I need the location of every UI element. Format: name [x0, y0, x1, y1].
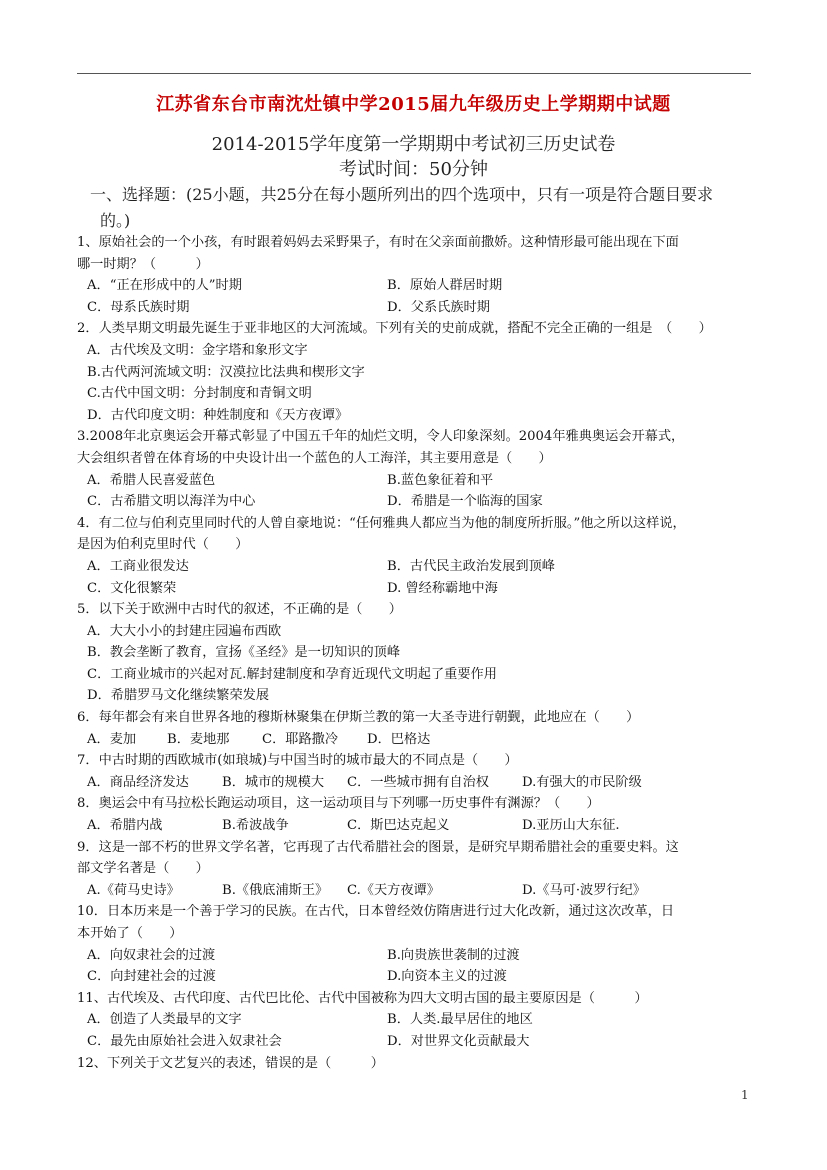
question-11-option: B．人类.最早居住的地区: [387, 1012, 533, 1028]
question-5-option: D．希腊罗马文化继续繁荣发展: [87, 688, 270, 704]
question-1-option: A．“正在形成中的人”时期: [87, 278, 242, 294]
question-4-option: C．文化很繁荣: [87, 580, 177, 596]
question-3-text: 大会组织者曾在体育场的中央设计出一个蓝色的人工海洋，其主要用意是（ ）: [77, 450, 552, 466]
exam-subtitle: 2014-2015学年度第一学期期中考试初三历史试卷: [211, 134, 616, 155]
question-7-option: C．一些城市拥有自治权: [347, 774, 489, 790]
exam-time: 考试时间：50分钟: [339, 159, 488, 180]
question-10-option: A．向奴隶社会的过渡: [87, 947, 216, 963]
question-5-option: C．工商业城市的兴起对瓦.解封建制度和孕育近现代文明起了重要作用: [87, 666, 497, 682]
question-1-option: D．父系氏族时期: [387, 299, 490, 315]
question-3-options-row: [77, 491, 757, 513]
question-8-option: D.亚历山大东征.: [522, 818, 620, 834]
question-5-option: A．大大小小的封建庄园遍布西欧: [87, 623, 282, 639]
question-8-option: A．希腊内战: [87, 818, 163, 834]
question-10-option: D.向资本主义的过渡: [387, 969, 507, 985]
question-9-options-row: [77, 880, 757, 902]
question-4-option: B．古代民主政治发展到顶峰: [387, 558, 555, 574]
section-heading: [90, 182, 770, 234]
question-2-option: A．古代埃及文明：金字塔和象形文字: [87, 342, 308, 358]
question-7-option: D.有强大的市民阶级: [522, 774, 642, 790]
question-4-option: D. 曾经称霸地中海: [387, 580, 498, 596]
question-3-option: D．希腊是一个临海的国家: [387, 494, 543, 510]
question-2-option: D．古代印度文明：种姓制度和《天方夜谭》: [87, 407, 349, 423]
question-3-option: C．古希腊文明以海洋为中心: [87, 494, 256, 510]
question-12-text: 12、下列关于文艺复兴的表述，错误的是（ ）: [77, 1055, 384, 1071]
question-2-options-row: [77, 405, 757, 427]
question-5-options-row: [77, 664, 757, 686]
question-1-option: B．原始人群居时期: [387, 278, 503, 294]
question-10-text: 本开始了（ ）: [77, 926, 183, 941]
question-8-option: B.希波战争: [222, 818, 289, 834]
question-7-text: 7．中古时期的西欧城市(如琅城)与中国当时的城市最大的不同点是（ ）: [77, 753, 518, 769]
question-6-options-row: [77, 729, 757, 751]
question-7-options-row: [77, 772, 757, 794]
question-9-text: 9．这是一部不朽的世界文学名著，它再现了古代希腊社会的图景，是研究早期希腊社会的重要史料。这: [77, 839, 679, 855]
question-6-option: A．麦加: [87, 731, 137, 747]
question-list: [77, 232, 757, 1074]
page-number: 1: [741, 1088, 749, 1102]
question-4-options-row: [77, 578, 757, 600]
question-10-option: C．向封建社会的过渡: [87, 969, 216, 985]
question-10-options-row: [77, 945, 757, 967]
question-11-options-row: [77, 1031, 757, 1053]
header-rule: [77, 73, 751, 74]
question-2-options-row: [77, 383, 757, 405]
question-6-option: D．巴格达: [367, 731, 431, 747]
question-10-text: 10．日本历来是一个善于学习的民族。在古代，日本曾经效仿隋唐进行过大化改新，通过这次改革，日: [77, 904, 675, 920]
question-11-option: D．对世界文化贡献最大: [387, 1033, 530, 1049]
question-8-text: 8．奥运会中有马拉松长跑运动项目，这一运动项目与下列哪一历史事件有渊源？（ ）: [77, 796, 600, 812]
question-11-option: C．最先由原始社会进入奴隶社会: [87, 1033, 282, 1049]
question-6-text: 6．每年都会有来自世界各地的穆斯林聚集在伊斯兰教的第一大圣寺进行朝觐，此地应在（ ）: [77, 710, 640, 726]
question-11-text: 11、古代埃及、古代印度、古代巴比伦、古代中国被称为四大文明古国的最主要原因是（ ）: [77, 990, 648, 1006]
question-8-options-row: [77, 815, 757, 837]
question-5-options-row: [77, 685, 757, 707]
question-8-option: C．斯巴达克起义: [347, 818, 450, 834]
question-10-options-row: [77, 966, 757, 988]
question-6-option: C．耶路撒冷: [262, 731, 339, 747]
question-3-option: A．希腊人民喜爱蓝色: [87, 472, 216, 488]
question-3-options-row: [77, 470, 757, 492]
question-7-option: A．商品经济发达: [87, 774, 189, 790]
question-3-text: 3.2008年北京奥运会开幕式彰显了中国五千年的灿烂文明，令人印象深刻。2004年雅典奥运会开幕式，: [77, 429, 685, 445]
section-heading-line-2: 的。): [100, 211, 131, 230]
question-2-option: C.古代中国文明：分封制度和青铜文明: [87, 386, 312, 402]
question-2-options-row: [77, 340, 757, 362]
question-1-options-row: [77, 297, 757, 319]
question-2-option: B.古代两河流域文明：汉漠拉比法典和楔形文字: [87, 364, 365, 380]
question-1-text: 1、原始社会的一个小孩，有时跟着妈妈去采野果子，有时在父亲面前撒娇。这种情形最可能出现在下面: [77, 235, 679, 250]
question-3-option: B.蓝色象征着和平: [387, 472, 494, 488]
question-4-option: A．工商业很发达: [87, 558, 189, 574]
document-title: 江苏省东台市南沈灶镇中学2015届九年级历史上学期期中试题: [156, 94, 671, 115]
question-9-option: B.《俄底浦斯王》: [222, 882, 329, 898]
question-1-option: C．母系氏族时期: [87, 299, 190, 315]
question-2-text: 2．人类早期文明最先诞生于亚非地区的大河流域。下列有关的史前成就，搭配不完全正确的一组是 （ ）: [77, 321, 712, 337]
question-5-text: 5．以下关于欧洲中古时代的叙述，不正确的是（ ）: [77, 602, 402, 618]
question-5-option: B．教会垄断了教育，宣扬《圣经》是一切知识的顶峰: [87, 645, 401, 661]
question-7-option: B．城市的规模大: [222, 774, 325, 790]
question-1-text: 哪一时期？（ ）: [77, 256, 209, 272]
question-9-option: A.《荷马史诗》: [87, 882, 180, 898]
question-1-options-row: [77, 275, 757, 297]
question-6-option: B．麦地那: [167, 731, 230, 747]
section-heading-line-1: 一、选择题：(25小题，共25分在每小题所列出的四个选项中，只有一项是符合题目要求: [90, 185, 713, 204]
question-4-text: 是因为伯利克里时代（ ）: [77, 537, 249, 553]
question-2-options-row: [77, 362, 757, 384]
question-9-option: D.《马可·波罗行纪》: [522, 882, 646, 898]
question-11-option: A．创造了人类最早的文字: [87, 1012, 242, 1028]
question-5-options-row: [77, 642, 757, 664]
question-11-options-row: [77, 1009, 757, 1031]
question-10-option: B.向贵族世袭制的过渡: [387, 947, 520, 963]
question-9-text: 部文学名著是（ ）: [77, 861, 209, 877]
question-4-options-row: [77, 556, 757, 578]
question-9-option: C.《天方夜谭》: [347, 882, 440, 898]
question-5-options-row: [77, 621, 757, 643]
question-4-text: 4．有二位与伯利克里同时代的人曾自豪地说：“任何雅典人都应当为他的制度所折服。”他之所以这样说，: [77, 515, 686, 531]
